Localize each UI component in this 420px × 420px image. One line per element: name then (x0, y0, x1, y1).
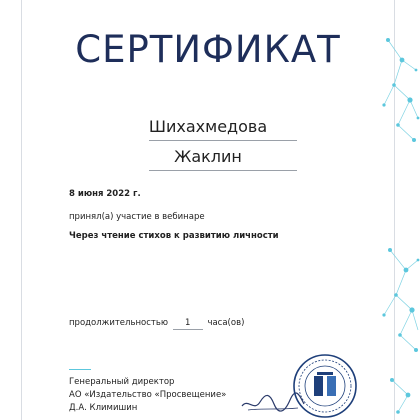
recipient-first-name: Жаклин (174, 147, 242, 166)
signature-accent-line (69, 369, 91, 370)
event-date: 8 июня 2022 г. (69, 189, 141, 199)
duration-unit: часа(ов) (207, 318, 245, 328)
signatory-role: Генеральный директор (69, 377, 175, 387)
duration-value: 1 (173, 318, 203, 330)
surname-underline (149, 140, 297, 141)
webinar-topic: Через чтение стихов к развитию личности (69, 231, 279, 241)
certificate-title: СЕРТИФИКАТ (75, 28, 341, 71)
publisher-seal-icon (290, 352, 360, 420)
first-name-underline (149, 170, 297, 171)
signatory-organization: АО «Издательство «Просвещение» (69, 390, 227, 400)
duration-row (69, 318, 244, 330)
participation-text: принял(а) участие в вебинаре (69, 212, 205, 222)
recipient-surname: Шихахмедова (148, 117, 268, 136)
signatory-name: Д.А. Климишин (69, 403, 138, 413)
duration-label: продолжительностью (69, 318, 169, 328)
molecule-network-decoration (380, 0, 420, 420)
